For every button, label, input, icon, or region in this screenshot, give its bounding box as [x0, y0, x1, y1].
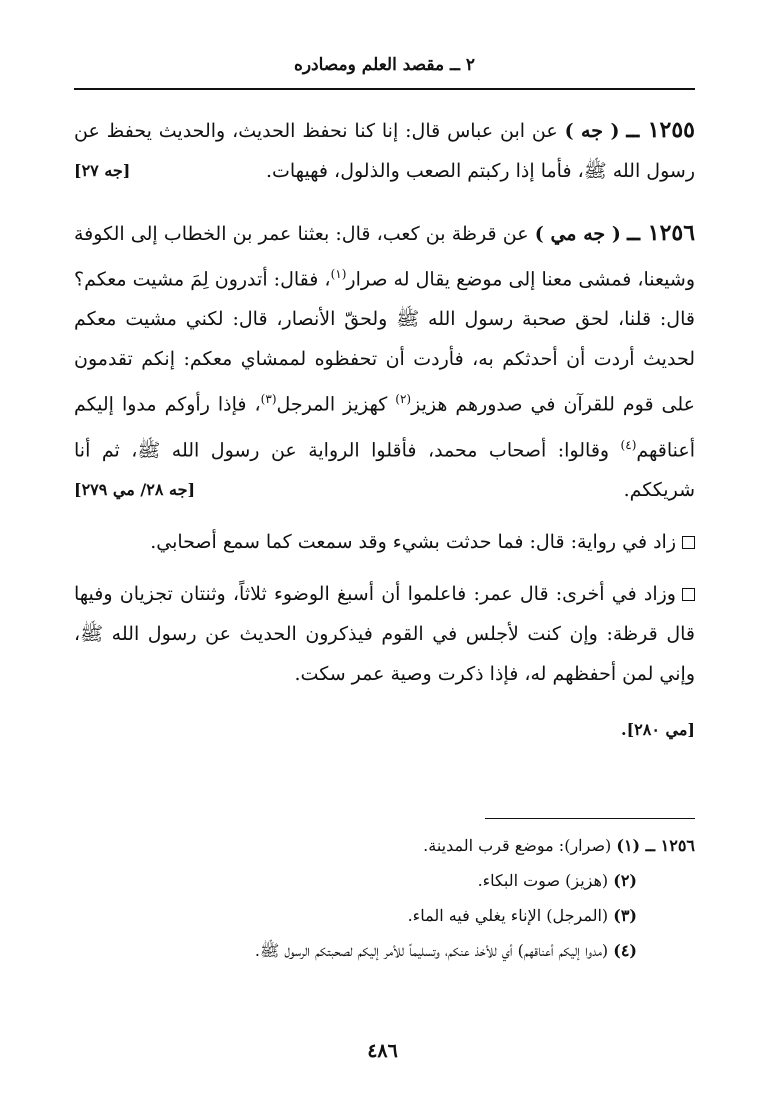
footnote-label: (٣) [613, 906, 637, 925]
footnote-1 [74, 828, 695, 863]
addition-2 [74, 574, 695, 694]
footnote-2 [74, 863, 695, 898]
footnote-label: ١٢٥٦ ــ (١) [616, 836, 695, 855]
footnote-marker: (٢) [395, 392, 412, 407]
square-bullet-icon [682, 588, 695, 601]
square-bullet-icon [682, 536, 695, 549]
footnote-rule [485, 818, 695, 819]
running-header: ٢ ــ مقصد العلم ومصادره [293, 55, 476, 75]
footnote-label: (٢) [613, 871, 637, 890]
hadith-text: عن ابن عباس قال: إنا كنا نحفظ الحديث، والحديث يحفظ عن رسول الله ﷺ، فأما إذا ركبتم الصعب والذلول، فهيهات. [74, 120, 695, 182]
footnote-marker: (٤) [620, 437, 637, 452]
hadith-text: عن قرظة بن كعب، قال: بعثنا عمر بن الخطاب إلى الكوفة وشيعنا، فمشى معنا إلى موضع يقال له صرار [74, 223, 695, 291]
hadith-reference: [جه ٢٨/ مي ٢٧٩] [74, 479, 196, 499]
footnote-text: (هزيز) صوت البكاء. [477, 871, 609, 890]
hadith-text: كهزيز المرجل [276, 393, 396, 416]
footnote-label: (٤) [613, 941, 637, 960]
hadith-source: ( جه ) [564, 120, 620, 142]
page-body [74, 110, 695, 750]
hadith-source: ( جه مي ) [534, 223, 621, 245]
hadith-number: ١٢٥٦ ــ [627, 220, 696, 246]
footnote-text: (صرار): موضع قرب المدينة. [423, 836, 612, 855]
hadith-1255 [74, 110, 695, 191]
footnotes [74, 828, 695, 968]
footnote-text: (مدوا إليكم أعناقهم) أي للأخذ عنكم، وتسليماً للأمر إليكم لصحبتكم الرسول ﷺ. [254, 941, 609, 960]
hadith-text: ، فإذا رأوكم مدوا إليكم أعناقهم [74, 393, 695, 461]
footnote-4 [74, 933, 695, 968]
hadith-reference: [جه ٢٧] [74, 161, 131, 180]
addition-text: زاد في رواية: قال: فما حدثت بشيء وقد سمعت كما سمع أصحابي. [150, 530, 676, 553]
addition-text: وزاد في أخرى: قال عمر: فاعلموا أن أسبغ الوضوء ثلاثاً، وثنتان تجزيان وفيها قال قرظة: وإن كنت لأجلس في القوم فيذكرون الحديث عن رسول الله ﷺ، وإني لمن أحفظهم له، فإذا ذكرت وصية عمر سكت. [74, 582, 695, 685]
hadith-text: وقالوا: أصحاب محمد، فأقلوا الرواية عن رسول الله ﷺ، ثم أنا شريككم. [74, 438, 695, 501]
footnote-marker: (٣) [260, 392, 277, 407]
footnote-3 [74, 898, 695, 933]
addition-reference: [مي ٢٨٠]. [621, 719, 695, 739]
footnote-marker: (١) [330, 267, 347, 281]
hadith-number: ١٢٥٥ ــ [626, 117, 695, 143]
page-number: ٤٨٦ [367, 1040, 398, 1062]
header-rule [74, 88, 695, 90]
hadith-text: ، فقال: أتدرون لِمَ مشيت معكم؟ قال: قلنا، لحق صحبة رسول الله ﷺ ولحقّ الأنصار، قال: لكني مشيت معكم لحديث أردت أن أحدثكم به، فأردت أن تحفظوه لممشاي معكم: إنكم تقدمون على قوم للقرآن في صدورهم هزيز [74, 268, 696, 416]
hadith-1256 [74, 213, 695, 510]
addition-1 [74, 522, 695, 562]
footnote-text: (المرجل) الإناء يغلي فيه الماء. [407, 906, 609, 925]
